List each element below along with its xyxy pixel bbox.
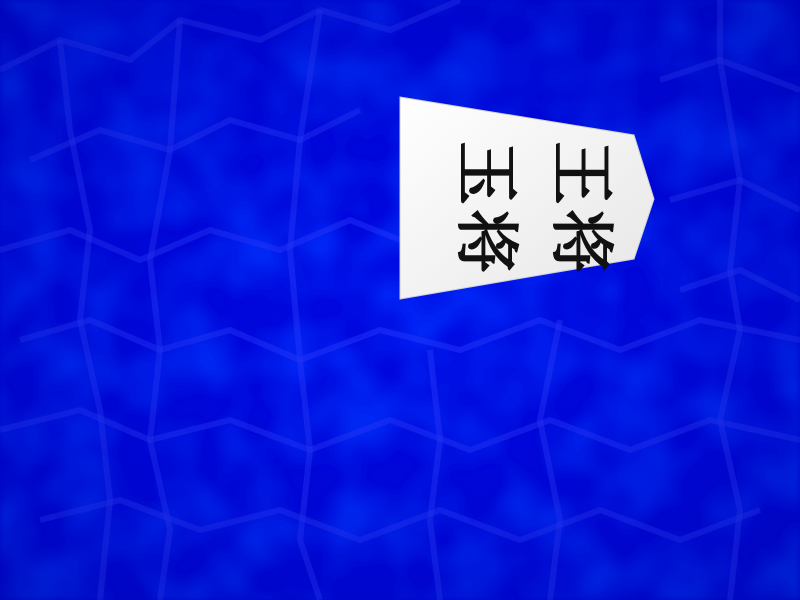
shogi-piece-shape [398,95,658,303]
piece-char-general: 将 [543,209,618,273]
piece-char-jewel: 玉 [448,141,523,205]
piece-char-general-2: 将 [448,209,523,273]
shogi-king-piece[interactable] [398,95,658,303]
piece-char-king: 王 [543,141,618,205]
